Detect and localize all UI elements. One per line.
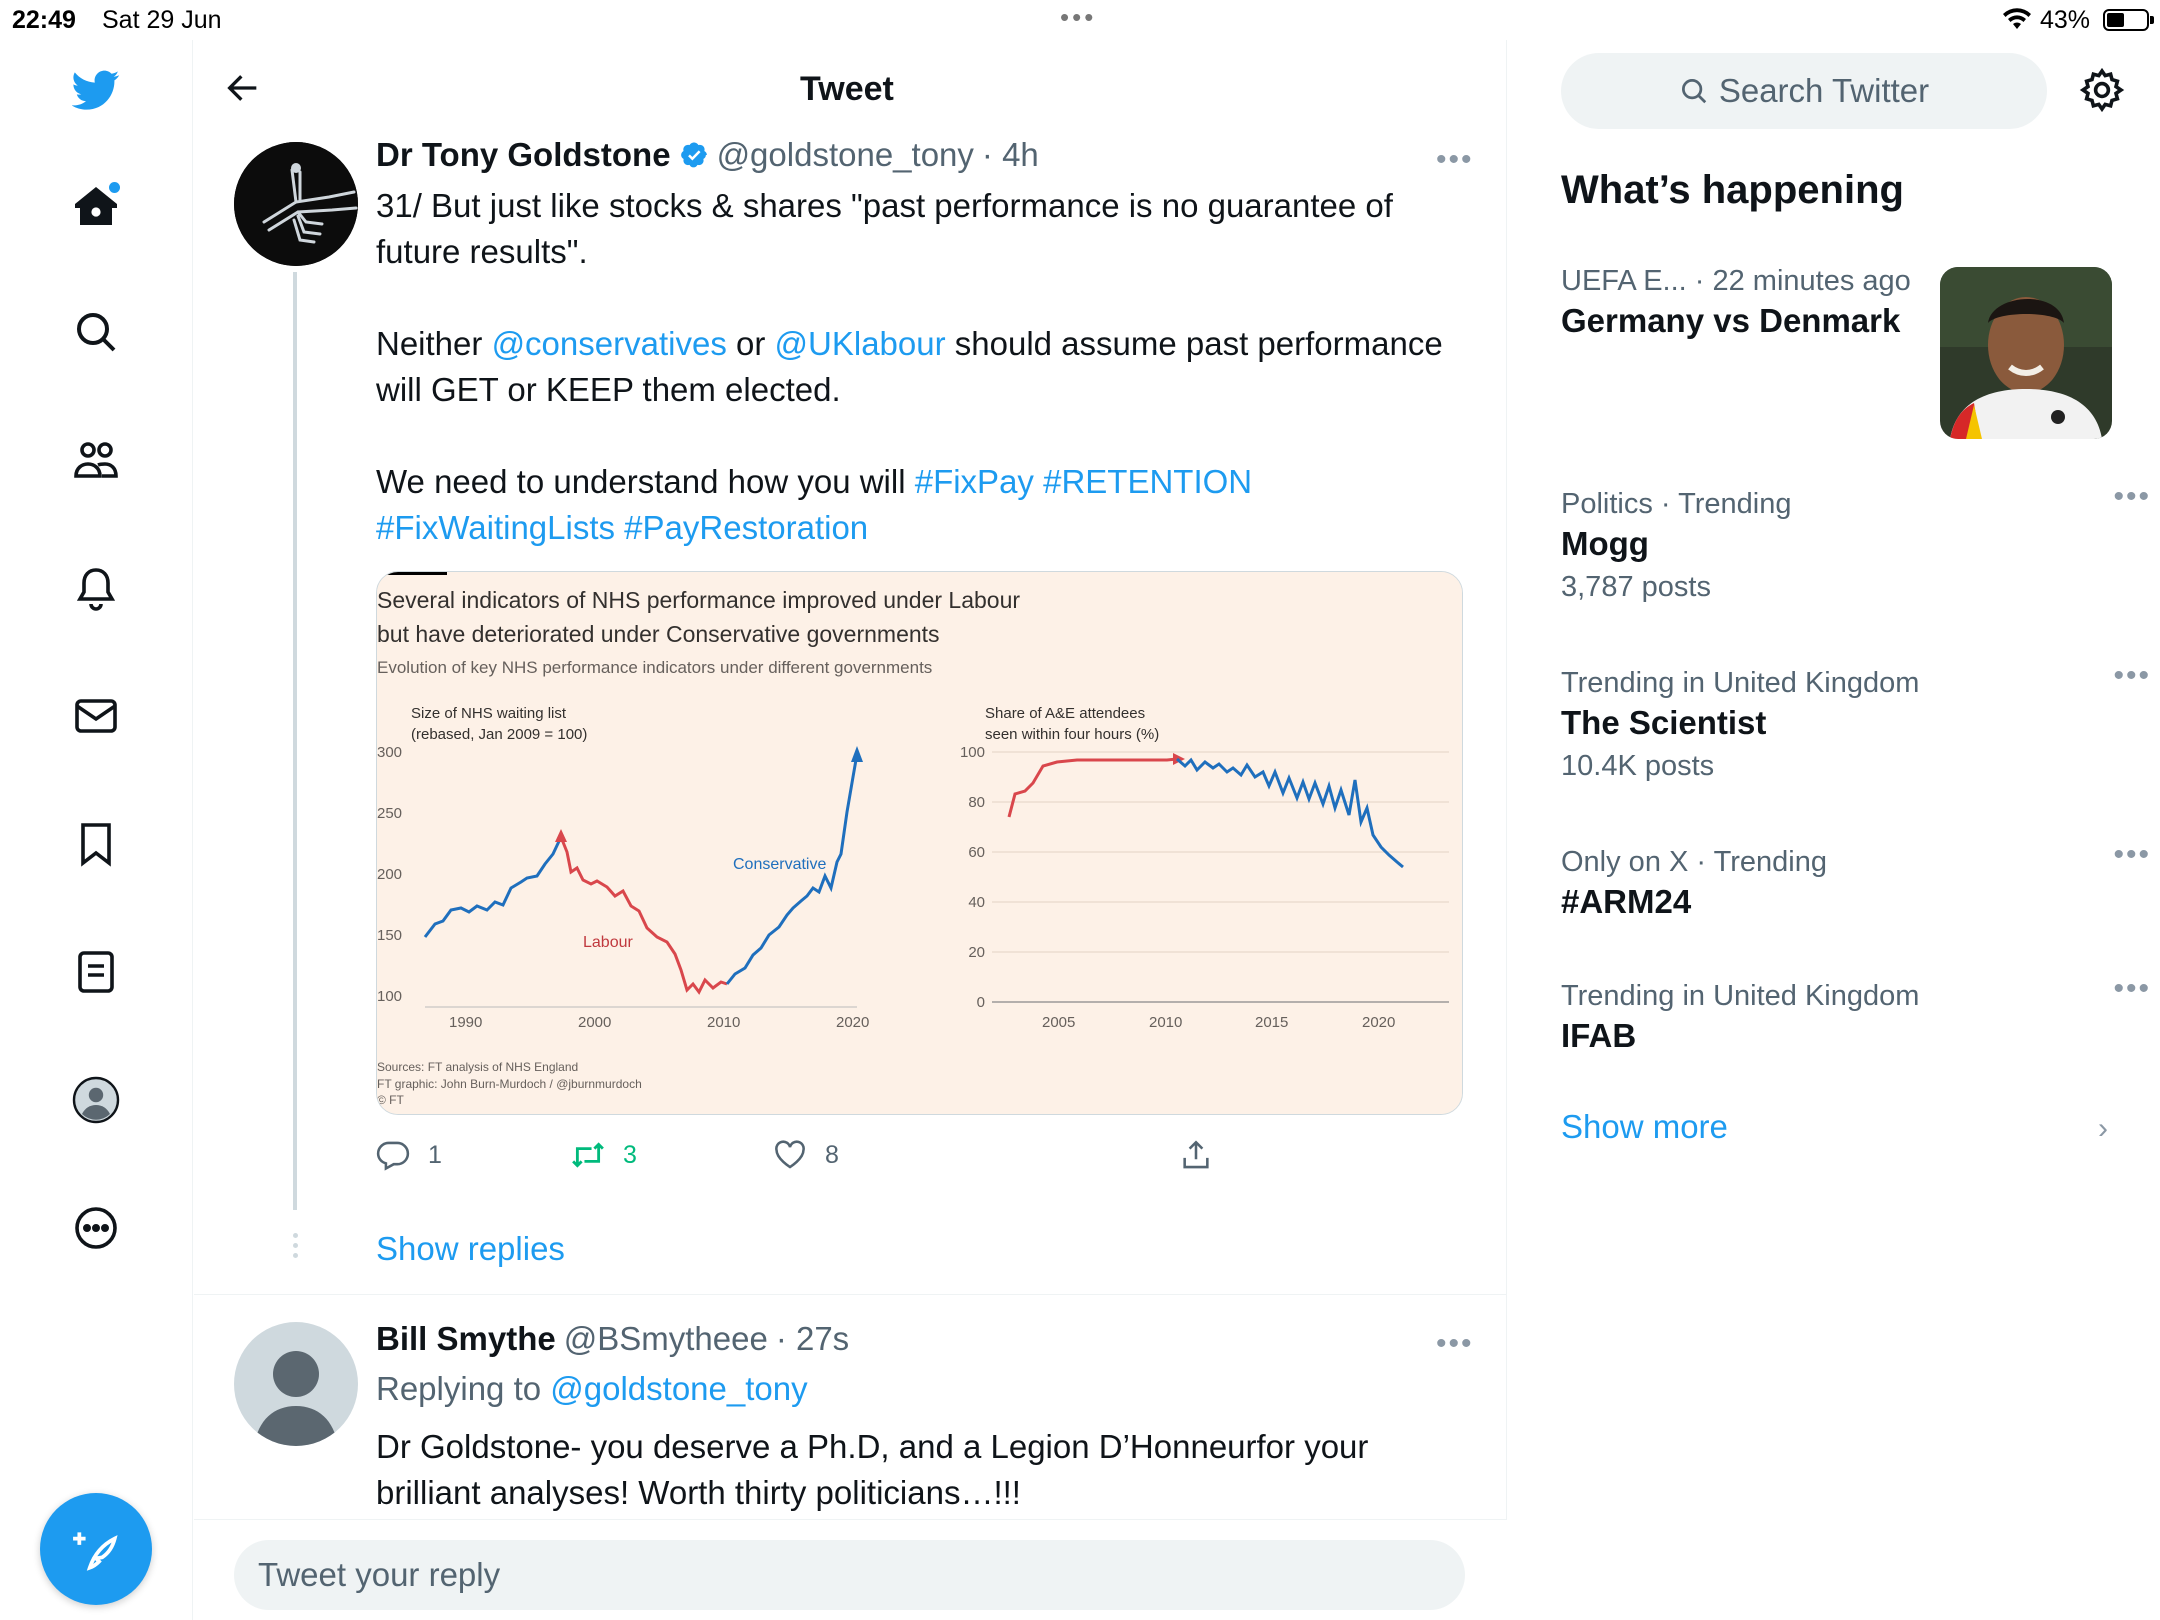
trend-thumbnail-image[interactable]: [1940, 267, 2112, 439]
author-handle[interactable]: @goldstone_tony: [716, 136, 974, 173]
reply-author-handle[interactable]: @BSmytheee: [563, 1320, 768, 1357]
replying-prefix: Replying to: [376, 1370, 551, 1407]
multitasking-dots-icon[interactable]: •••: [1060, 2, 1097, 32]
right-panel-label2: seen within four hours (%): [985, 726, 1160, 743]
right-xtick: 2015: [1255, 1014, 1289, 1031]
trend-meta: Trending in United Kingdom: [1561, 980, 1920, 1012]
left-ytick: 300: [377, 744, 403, 761]
tweet-paragraph-1: 31/ But just like stocks & shares "past performance is no guarantee of future results".: [376, 187, 1393, 270]
retweet-count: 3: [623, 1140, 637, 1169]
trend-count: 10.4K posts: [1561, 750, 1715, 782]
show-replies-link[interactable]: Show replies: [376, 1230, 565, 1267]
tweet-header: [376, 136, 1039, 174]
chart-title-line2: but have deteriorated under Conservative governments: [377, 621, 940, 647]
twitter-bird-icon[interactable]: [66, 60, 126, 120]
retweet-action[interactable]: [571, 1138, 637, 1172]
status-bar: [0, 0, 2160, 40]
lists-icon[interactable]: [66, 942, 126, 1002]
right-xtick: 2020: [1362, 1014, 1396, 1031]
chart-source2: FT graphic: John Burn-Murdoch / @jburnmurdoch: [377, 1077, 642, 1091]
nhs-chart-image: [377, 572, 1463, 1115]
labour-label: Labour: [583, 934, 633, 951]
trend-item[interactable]: [1561, 659, 2151, 783]
tweet-text-segment: We need to understand how you will: [376, 463, 915, 500]
right-ytick: 0: [976, 994, 985, 1011]
search-icon[interactable]: [66, 302, 126, 362]
settings-gear-icon[interactable]: [2078, 66, 2126, 114]
retweet-icon: [571, 1138, 605, 1172]
page-title: Tweet: [800, 70, 894, 108]
right-ytick: 100: [959, 744, 985, 761]
left-panel-label1: Size of NHS waiting list: [411, 705, 567, 722]
chart-source3: © FT: [377, 1093, 404, 1107]
left-ytick: 150: [377, 927, 403, 944]
reply-time: · 27s: [775, 1320, 850, 1357]
trend-meta: Only on X · Trending: [1561, 846, 1827, 878]
left-ytick: 250: [377, 805, 403, 822]
left-xtick: 2010: [707, 1014, 741, 1031]
trend-more-icon[interactable]: •••: [2113, 972, 2151, 1005]
reply-more-icon[interactable]: •••: [1436, 1327, 1474, 1360]
heart-icon: [773, 1138, 807, 1172]
trend-more-icon[interactable]: •••: [2113, 659, 2151, 692]
mention-uklabour-link[interactable]: @UKlabour: [774, 325, 946, 362]
trend-meta: Trending in United Kingdom: [1561, 667, 1920, 699]
tweet-text-segment: or: [726, 325, 775, 362]
conservative-label: Conservative: [733, 856, 827, 873]
trend-title: IFAB: [1561, 1017, 1637, 1054]
battery-percent: 43%: [2040, 6, 2091, 34]
left-panel-label2: (rebased, Jan 2009 = 100): [411, 726, 588, 743]
tweet-detail-column: [194, 40, 1507, 1620]
left-xtick: 2020: [836, 1014, 870, 1031]
tweet-body: [376, 183, 1456, 597]
chart-source1: Sources: FT analysis of NHS England: [377, 1060, 579, 1074]
twitter-logo-svg: [72, 66, 120, 114]
compose-feather-icon: [71, 1524, 121, 1574]
right-ytick: 80: [968, 794, 985, 811]
tweet-text-segment: Neither: [376, 325, 492, 362]
replying-to: [376, 1370, 808, 1408]
default-avatar-icon: [234, 1322, 358, 1446]
left-xtick: 1990: [449, 1014, 483, 1031]
thread-line: [293, 272, 297, 1210]
messages-icon[interactable]: [66, 686, 126, 746]
tweet-actions: [376, 1138, 876, 1178]
trend-item[interactable]: [1561, 972, 2151, 1055]
author-avatar[interactable]: [234, 142, 358, 266]
like-action[interactable]: [773, 1138, 839, 1172]
reply-body: Dr Goldstone- you deserve a Ph.D, and a Legion D’Honneurfor your brilliant analyses! Worth thirty politicians…!!!: [376, 1428, 1369, 1511]
show-more-link[interactable]: Show more: [1561, 1108, 1728, 1145]
right-ytick: 20: [968, 944, 985, 961]
reply-action[interactable]: [376, 1138, 442, 1172]
trend-more-icon[interactable]: •••: [2113, 838, 2151, 871]
thread-gap-dots: [291, 1233, 299, 1263]
notifications-icon[interactable]: [66, 558, 126, 618]
battery-icon: [2103, 9, 2149, 31]
notification-dot: [109, 182, 120, 193]
trend-item[interactable]: [1561, 838, 2151, 921]
chart-subtitle: Evolution of key NHS performance indicators under different governments: [377, 658, 933, 677]
xray-hand-image: [234, 142, 358, 266]
trend-meta: UEFA E... · 22 minutes ago: [1561, 265, 1911, 297]
tweet-time: · 4h: [981, 136, 1039, 173]
mention-conservatives-link[interactable]: @conservatives: [491, 325, 727, 362]
profile-icon[interactable]: [66, 1070, 126, 1130]
left-ytick: 100: [377, 988, 403, 1005]
trend-title: Mogg: [1561, 525, 1649, 562]
status-date: Sat 29 Jun: [102, 6, 222, 34]
wifi-icon: [2002, 6, 2032, 32]
tweet-text-segment: should assume past performance will GET or KEEP them elected.: [376, 325, 1443, 408]
verified-badge-icon: [679, 140, 709, 170]
whats-happening-heading: What’s happening: [1561, 168, 1904, 212]
reply-author-name[interactable]: Bill Smythe: [376, 1320, 556, 1357]
right-xtick: 2010: [1149, 1014, 1183, 1031]
author-name[interactable]: Dr Tony Goldstone: [376, 136, 671, 173]
trend-title: The Scientist: [1561, 704, 1767, 741]
right-xtick: 2005: [1042, 1014, 1076, 1031]
chevron-right-icon: ›: [2098, 1112, 2108, 1145]
communities-icon[interactable]: [66, 430, 126, 490]
search-icon: [1679, 76, 1709, 106]
tweet-more-icon[interactable]: •••: [1436, 143, 1474, 176]
divider: [194, 1294, 1507, 1295]
reply-avatar[interactable]: [234, 1322, 358, 1446]
left-xtick: 2000: [578, 1014, 612, 1031]
tweet-paragraph-3: [376, 459, 1456, 551]
reply-count: 1: [428, 1140, 442, 1169]
trend-title: #ARM24: [1561, 883, 1692, 920]
right-ytick: 40: [968, 894, 985, 911]
share-icon: [1179, 1138, 1213, 1172]
right-sidebar: [1508, 40, 2160, 1620]
tweet-media-image[interactable]: [376, 571, 1463, 1115]
trend-title: Germany vs Denmark: [1561, 302, 1901, 339]
reply-input[interactable]: [234, 1540, 1465, 1610]
reply-bubble-icon: [376, 1138, 410, 1172]
trend-item[interactable]: [1561, 480, 2151, 604]
left-navigation: [0, 40, 193, 1620]
left-ytick: 200: [377, 866, 403, 883]
home-icon[interactable]: [66, 176, 126, 236]
trend-count: 3,787 posts: [1561, 571, 1711, 603]
chart-title-line1: Several indicators of NHS performance improved under Labour: [377, 587, 1021, 613]
compose-tweet-button[interactable]: [40, 1493, 152, 1605]
share-action[interactable]: [1179, 1138, 1213, 1172]
like-count: 8: [825, 1140, 839, 1169]
more-icon[interactable]: [66, 1198, 126, 1258]
search-placeholder: Search Twitter: [1718, 72, 1930, 109]
right-panel-label1: Share of A&E attendees: [985, 705, 1146, 722]
status-time: 22:49: [12, 6, 76, 34]
trend-more-icon[interactable]: •••: [2113, 480, 2151, 513]
reply-header: [376, 1320, 849, 1358]
bookmarks-icon[interactable]: [66, 814, 126, 874]
replying-to-handle-link[interactable]: @goldstone_tony: [550, 1370, 808, 1407]
back-arrow-icon[interactable]: [220, 68, 266, 108]
football-player-photo: [1940, 267, 2112, 439]
right-ytick: 60: [968, 844, 985, 861]
hashtags-link[interactable]: #FixPay #RETENTION #FixWaitingLists #PayRestoration: [376, 463, 1253, 546]
reply-composer-bar: [194, 1519, 1507, 1620]
search-box[interactable]: [1561, 53, 2047, 129]
tweet-paragraph-2: [376, 321, 1456, 413]
trend-meta: Politics · Trending: [1561, 488, 1792, 520]
